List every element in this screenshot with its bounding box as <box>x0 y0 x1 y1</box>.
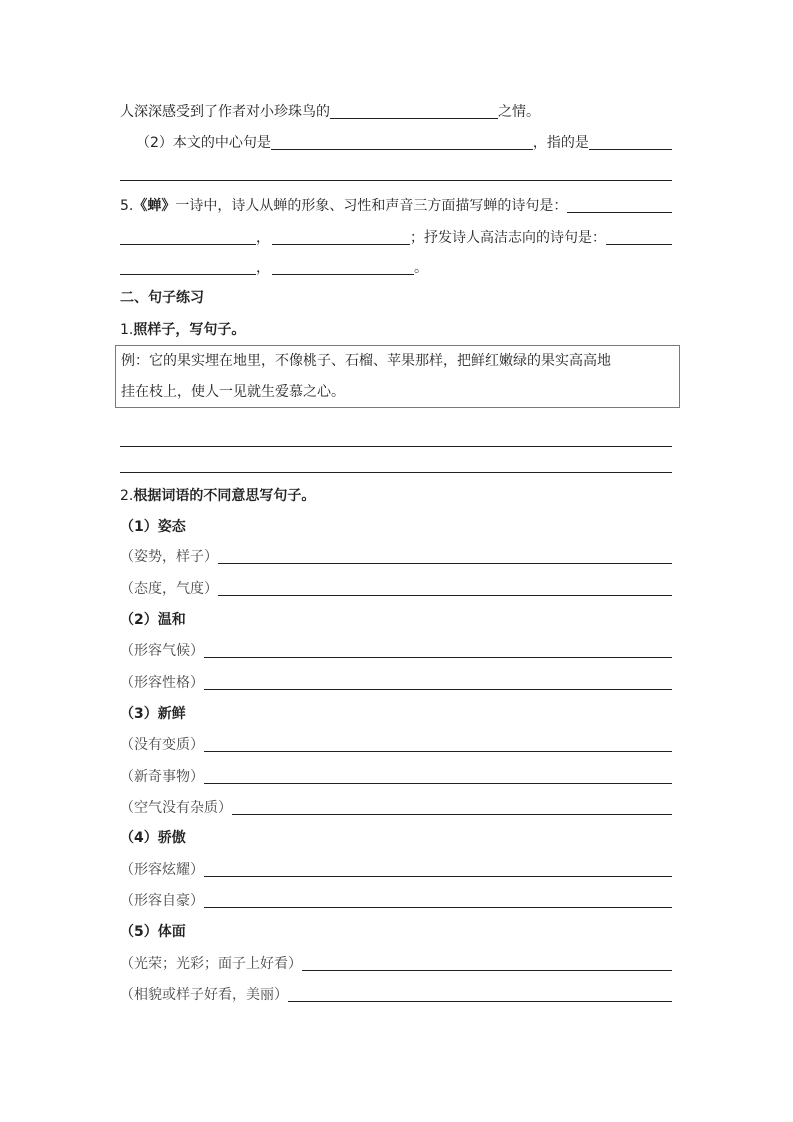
q5-poem-title: 《蝉》 <box>133 198 176 214</box>
answer-blank[interactable] <box>120 258 256 275</box>
q4-2-text: （2）本文的中心句是 <box>136 135 271 151</box>
q2-title: 根据词语的不同意思写句子。 <box>133 488 316 504</box>
q4-text: 人深深感受到了作者对小珍珠鸟的 <box>120 104 330 120</box>
example-box <box>115 345 680 408</box>
answer-blank[interactable] <box>272 258 414 275</box>
answer-blank[interactable] <box>120 228 256 245</box>
answer-blank[interactable] <box>302 954 672 971</box>
answer-blank[interactable] <box>204 673 672 690</box>
answer-blank[interactable] <box>204 767 672 784</box>
word-title <box>120 920 672 942</box>
word-title <box>120 515 672 537</box>
answer-line[interactable] <box>120 472 672 473</box>
q2-number: 2. <box>120 488 134 504</box>
example-line-1: 例：它的果实埋在地里，不像桃子、石榴、苹果那样，把鲜红嫩绿的果实高高地 <box>121 353 611 369</box>
meaning-label: （形容自豪） <box>120 893 204 909</box>
answer-blank[interactable] <box>330 102 498 119</box>
answer-blank[interactable] <box>204 860 672 877</box>
q5-line1 <box>120 194 672 216</box>
meaning-row <box>120 671 672 693</box>
meaning-label: （姿势，样子） <box>120 549 218 565</box>
meaning-row <box>120 639 672 661</box>
answer-blank[interactable] <box>232 798 672 815</box>
answer-blank[interactable] <box>204 641 672 658</box>
q4-line1 <box>120 100 672 122</box>
period: 。 <box>414 260 428 276</box>
meaning-label: （态度，气度） <box>120 581 218 597</box>
meaning-row <box>120 765 672 787</box>
meaning-label: （形容性格） <box>120 675 204 691</box>
answer-blank[interactable] <box>204 735 672 752</box>
q5-line3 <box>120 256 672 278</box>
section-heading <box>120 286 672 308</box>
q5-line2 <box>120 226 672 248</box>
answer-line[interactable] <box>120 180 672 181</box>
meaning-label: （新奇事物） <box>120 769 204 785</box>
word-label: （4）骄傲 <box>120 830 186 846</box>
q1-number: 1. <box>120 322 134 338</box>
example-line-2: 挂在枝上，使人一见就生爱慕之心。 <box>121 384 345 400</box>
meaning-label: （相貌或样子好看，美丽） <box>120 987 288 1003</box>
answer-blank[interactable] <box>218 579 672 596</box>
word-title <box>120 702 672 724</box>
q5-text-2: ；抒发诗人高洁志向的诗句是： <box>410 230 606 246</box>
word-label: （3）新鲜 <box>120 706 186 722</box>
meaning-row <box>120 858 672 880</box>
meaning-label: （光荣；光彩；面子上好看） <box>120 956 302 972</box>
word-label: （5）体面 <box>120 924 186 940</box>
q4-end-text: 之情。 <box>498 104 540 120</box>
q1-title: 照样子，写句子。 <box>133 322 246 338</box>
word-label: （1）姿态 <box>120 519 186 535</box>
answer-blank[interactable] <box>218 547 672 564</box>
meaning-row <box>120 796 672 818</box>
answer-blank[interactable] <box>589 133 672 150</box>
q2-heading <box>120 484 672 506</box>
meaning-row <box>120 545 672 567</box>
meaning-label: （空气没有杂质） <box>120 800 232 816</box>
answer-blank[interactable] <box>567 196 672 213</box>
section-title: 二、句子练习 <box>120 290 204 306</box>
answer-blank[interactable] <box>606 228 672 245</box>
answer-blank[interactable] <box>288 985 672 1002</box>
meaning-label: （没有变质） <box>120 737 204 753</box>
meaning-row <box>120 889 672 911</box>
meaning-row <box>120 983 672 1005</box>
q4-2-text-b: ，指的是 <box>532 135 589 151</box>
meaning-label: （形容气候） <box>120 643 204 659</box>
q1-heading <box>120 318 672 340</box>
word-title <box>120 608 672 630</box>
meaning-label: （形容炫耀） <box>120 862 204 878</box>
meaning-row <box>120 952 672 974</box>
meaning-row <box>120 733 672 755</box>
meaning-row <box>120 577 672 599</box>
word-title <box>120 826 672 848</box>
q5-number: 5. <box>120 198 134 214</box>
comma: ， <box>256 260 270 276</box>
answer-blank[interactable] <box>271 133 533 150</box>
q4-2-line <box>120 131 672 153</box>
answer-blank[interactable] <box>272 228 410 245</box>
q5-text: 一诗中，诗人从蝉的形象、习性和声音三方面描写蝉的诗句是： <box>175 198 568 214</box>
comma: ， <box>256 230 270 246</box>
answer-blank[interactable] <box>204 891 672 908</box>
word-label: （2）温和 <box>120 612 186 628</box>
answer-line[interactable] <box>120 446 672 447</box>
